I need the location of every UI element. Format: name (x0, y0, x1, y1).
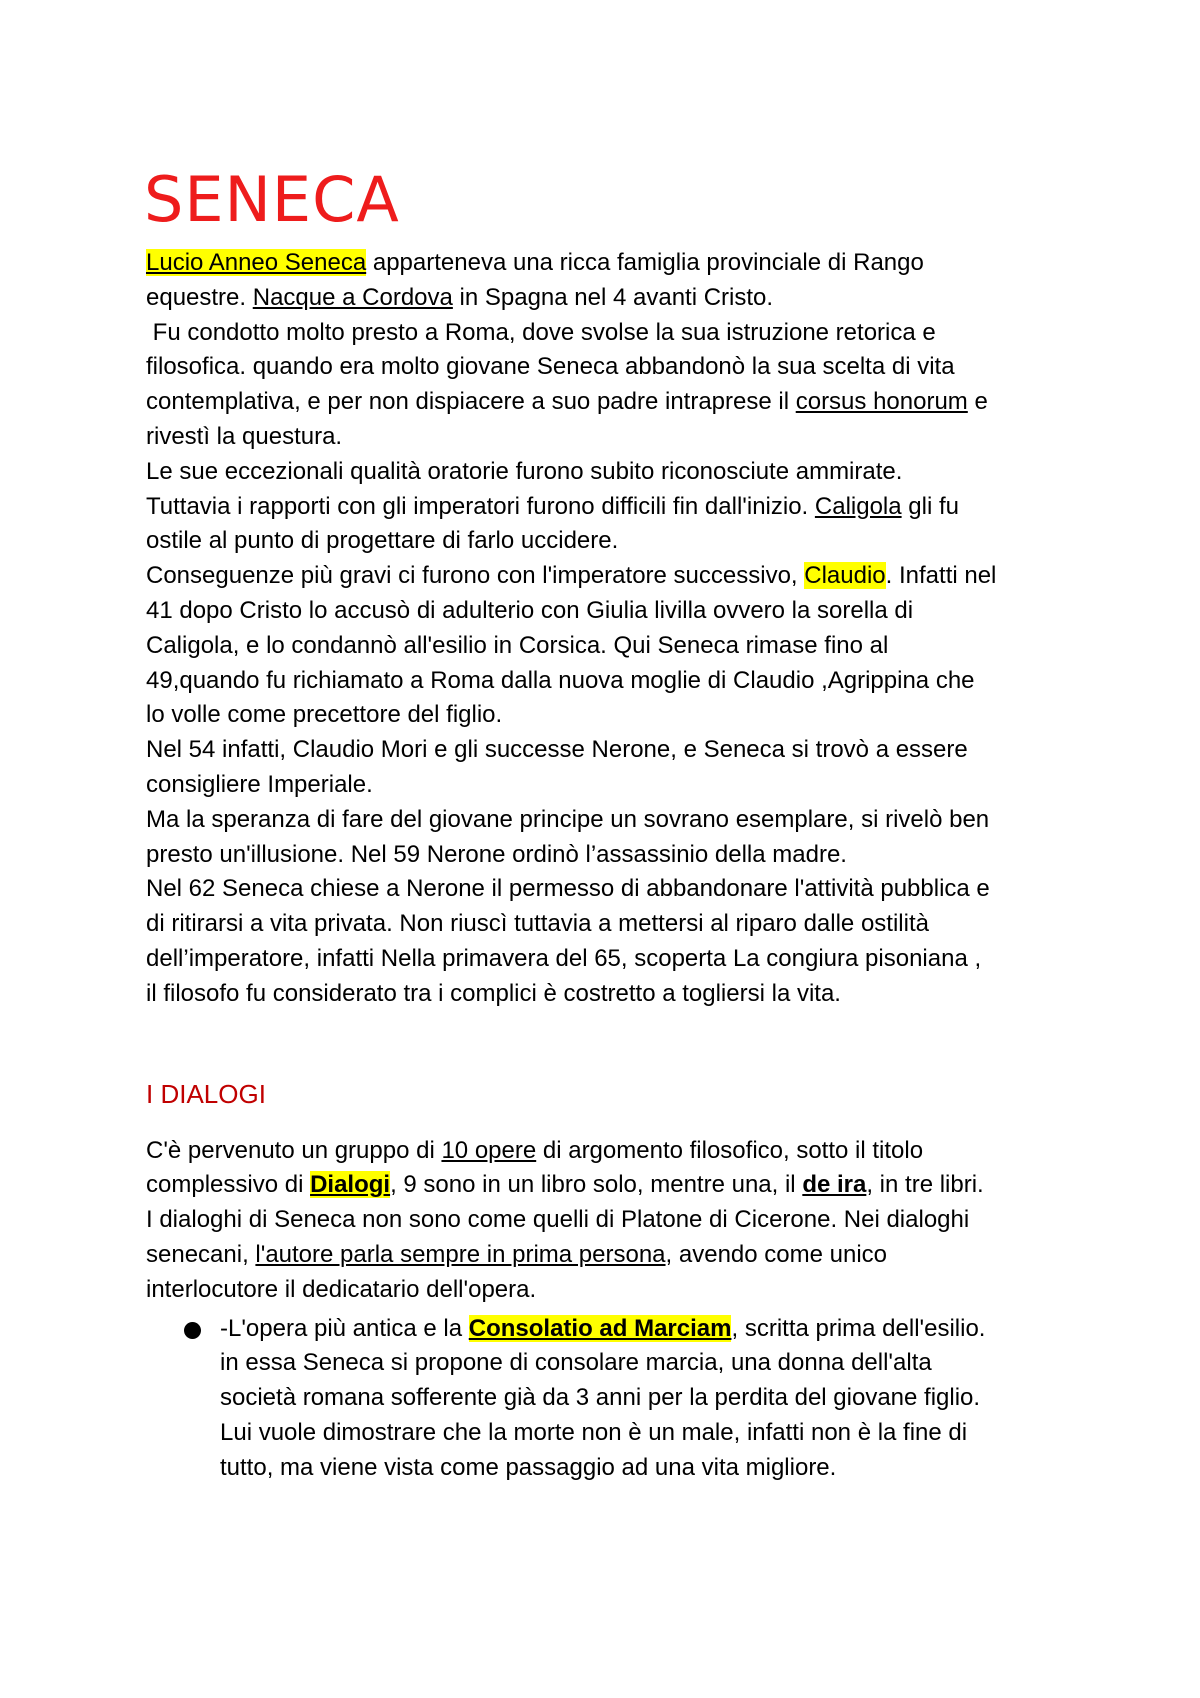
text-span: equestre. (146, 283, 253, 311)
text-span: in Spagna nel 4 avanti Cristo. (452, 283, 774, 311)
text-line: consigliere Imperiale. (146, 770, 373, 798)
text-line: il filosofo fu considerato tra i complici è costretto a togliersi la vita. (146, 979, 841, 1007)
text-line: rivestì la questura. (146, 422, 343, 450)
text-span: , scritta prima dell'esilio. (731, 1314, 986, 1342)
underlined-10-opere: 10 opere (441, 1136, 537, 1164)
text-span: e (967, 388, 988, 416)
underlined-corsus: corsus honorum (795, 388, 968, 416)
text-line: I dialoghi di Seneca non sono come quelli di Platone di Cicerone. Nei dialoghi (146, 1206, 970, 1234)
highlight-consolatio: Consolatio ad Marciam (468, 1314, 732, 1342)
biography-paragraph (146, 246, 1086, 1012)
text-span: , in tre libri. (866, 1171, 984, 1199)
underlined-prima-persona: l'autore parla sempre in prima persona (255, 1240, 666, 1268)
bullet-item-consolatio (220, 1312, 1086, 1486)
text-line (220, 1312, 1086, 1347)
text-line (146, 246, 1086, 281)
text-line: Caligola, e lo condannò all'esilio in Corsica. Qui Seneca rimase fino al (146, 631, 889, 659)
text-line: Ma la speranza di fare del giovane principe un sovrano esemplare, si rivelò ben (146, 805, 990, 833)
text-line: filosofica. quando era molto giovane Seneca abbandonò la sua scelta di vita (146, 353, 955, 381)
highlight-dialogi: Dialogi (310, 1171, 391, 1199)
text-line: Nel 62 Seneca chiese a Nerone il permesso di abbandonare l'attività pubblica e (146, 875, 990, 903)
text-line: lo volle come precettore del figlio. (146, 701, 503, 729)
text-line: di ritirarsi a vita privata. Non riuscì tuttavia a mettersi al riparo dalle ostilità (146, 910, 929, 938)
text-span: senecani, (146, 1240, 256, 1268)
text-line (146, 490, 1086, 525)
document-page (146, 160, 1086, 1486)
underlined-birth: Nacque a Cordova (252, 283, 453, 311)
text-line (146, 385, 1086, 420)
text-line: società romana sofferente già da 3 anni per la perdita del giovane figlio. (220, 1384, 981, 1412)
text-line: Le sue eccezionali qualità oratorie furono subito riconosciute ammirate. (146, 457, 903, 485)
text-line: ostile al punto di progettare di farlo uccidere. (146, 527, 619, 555)
text-span: di argomento filosofico, sotto il titolo (536, 1136, 924, 1164)
text-span: contemplativa, e per non dispiacere a suo padre intraprese il (146, 388, 796, 416)
text-span: . Infatti nel (885, 562, 997, 590)
text-line: Lui vuole dimostrare che la morte non è un male, infatti non è la fine di (220, 1418, 968, 1446)
underlined-caligola: Caligola (814, 492, 902, 520)
text-line (146, 281, 1086, 316)
text-line: Nel 54 infatti, Claudio Mori e gli successe Nerone, e Seneca si trovò a essere (146, 736, 968, 764)
text-span: apparteneva una ricca famiglia provinciale di Rango (366, 249, 924, 276)
bullet-dot-icon (184, 1322, 201, 1339)
text-line: tutto, ma viene vista come passaggio ad una vita migliore. (220, 1453, 837, 1481)
highlight-name: Lucio Anneo Seneca (146, 249, 367, 276)
text-span: , avendo come unico (665, 1240, 888, 1268)
text-span: gli fu (901, 492, 959, 520)
text-span: , 9 sono in un libro solo, mentre una, il (390, 1171, 803, 1199)
text-span: -L'opera più antica e la (220, 1314, 469, 1342)
text-line: dell’imperatore, infatti Nella primavera del 65, scoperta La congiura pisoniana , (146, 944, 982, 972)
text-line: 49,quando fu richiamato a Roma dalla nuova moglie di Claudio ,Agrippina che (146, 666, 975, 694)
text-line: interlocutore il dedicatario dell'opera. (146, 1275, 537, 1303)
highlight-claudio: Claudio (804, 562, 886, 590)
text-span: Conseguenze più gravi ci furono con l'imperatore successivo, (146, 562, 805, 590)
text-line: Fu condotto molto presto a Roma, dove svolse la sua istruzione retorica e (146, 318, 936, 346)
text-span: Tuttavia i rapporti con gli imperatori furono difficili fin dall'inizio. (146, 492, 815, 520)
dialoghi-paragraph (146, 1134, 1086, 1308)
text-line: 41 dopo Cristo lo accusò di adulterio con Giulia livilla ovvero la sorella di (146, 596, 914, 624)
text-line (146, 1134, 1086, 1169)
text-line (146, 1168, 1086, 1203)
underlined-de-ira: de ira (802, 1171, 867, 1199)
text-line (146, 1238, 1086, 1273)
document-title: SENECA (144, 163, 400, 236)
section-heading-dialoghi: I DIALOGI (146, 1078, 266, 1109)
text-line: presto un'illusione. Nel 59 Nerone ordinò l’assassinio della madre. (146, 840, 847, 868)
text-span: C'è pervenuto un gruppo di (146, 1136, 442, 1164)
text-line (146, 559, 1086, 594)
text-span: complessivo di (146, 1171, 311, 1199)
text-line: in essa Seneca si propone di consolare marcia, una donna dell'alta (220, 1349, 932, 1377)
